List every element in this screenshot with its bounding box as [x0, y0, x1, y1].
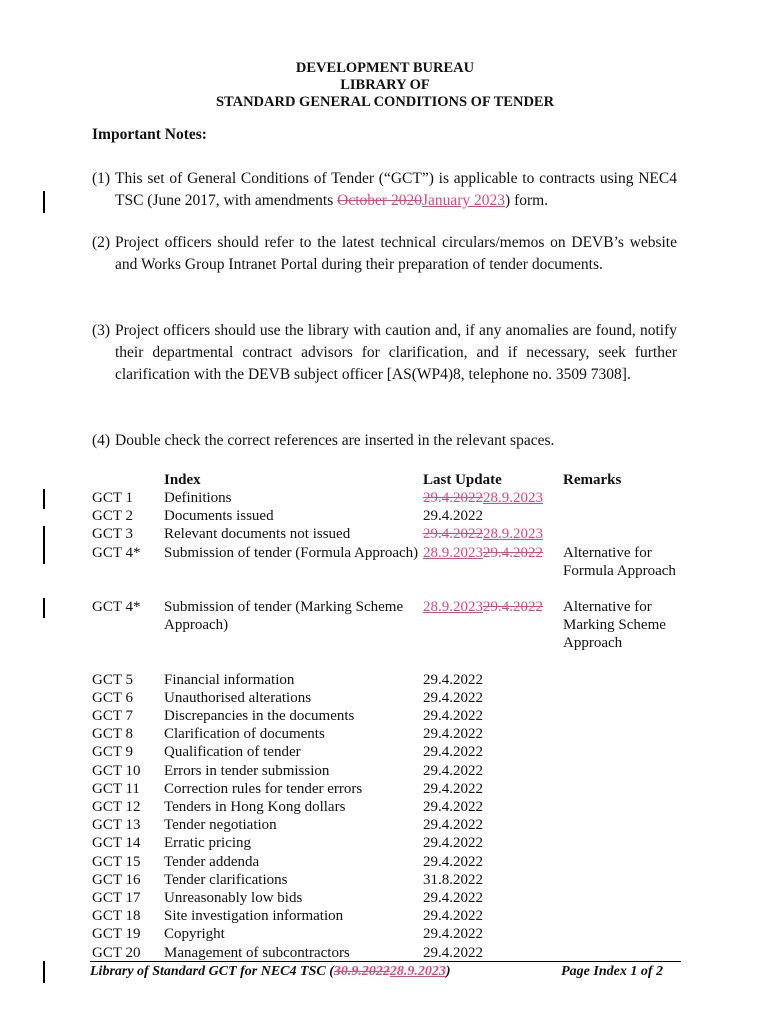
deleted-date: 29.4.2022	[423, 490, 483, 506]
table-row	[90, 853, 683, 871]
footer-inserted-date: 28.9.2023	[389, 964, 446, 979]
gct-date: 31.8.2022	[423, 871, 483, 888]
gct-index-table	[90, 471, 683, 962]
gct-date: 29.4.2022	[423, 671, 483, 688]
gct-date: 29.4.2022	[423, 944, 483, 961]
gct-date: 29.4.2022	[423, 762, 483, 779]
change-bar	[43, 489, 45, 509]
gct-title: Management of subcontractors	[164, 944, 350, 961]
gct-title: Site investigation information	[164, 908, 344, 925]
gct-date: 29.4.2022	[423, 835, 483, 852]
gct-title: Submission of tender (Formula Approach)	[164, 544, 419, 561]
gct-code: GCT 14	[92, 835, 141, 852]
gct-code: GCT 6	[92, 689, 133, 706]
note-3	[92, 320, 677, 386]
gct-code: GCT 19	[92, 926, 141, 943]
inserted-date: 28.9.2023	[423, 599, 483, 616]
table-row	[90, 671, 683, 689]
gct-title: Tender clarifications	[164, 871, 288, 888]
gct-code: GCT 4*	[92, 599, 141, 616]
gct-code: GCT 12	[92, 799, 141, 816]
gct-date: 29.4.2022	[423, 890, 483, 907]
note-4-number: (4)	[92, 432, 111, 449]
note-4-text: Double check the correct references are inserted in the relevant spaces.	[115, 432, 555, 449]
gct-code: GCT 17	[92, 890, 141, 907]
gct-title: Errors in tender submission	[164, 762, 330, 779]
inserted-date: 28.9.2023	[423, 544, 483, 561]
note-1-number: (1)	[92, 170, 111, 187]
gct-code: GCT 18	[92, 908, 141, 925]
header-last-update: Last Update	[423, 472, 502, 488]
gct-title: Clarification of documents	[164, 726, 325, 743]
gct-title: Tenders in Hong Kong dollars	[164, 799, 346, 816]
gct-date: 29.4.2022	[423, 508, 483, 525]
note-1-inserted: January 2023	[421, 192, 506, 209]
gct-title: Discrepancies in the documents	[164, 708, 355, 725]
gct-title: Unauthorised alterations	[164, 689, 312, 706]
gct-date: 29.4.2022	[423, 926, 483, 943]
gct-title: Definitions	[164, 490, 232, 506]
table-header-row	[90, 471, 683, 489]
gct-code: GCT 20	[92, 944, 141, 961]
table-row	[90, 725, 683, 743]
gct-date	[421, 598, 561, 653]
change-bar	[43, 544, 45, 564]
deleted-date: 29.4.2022	[483, 544, 543, 561]
table-row	[90, 798, 683, 816]
change-bar	[43, 191, 45, 213]
gct-date	[421, 544, 561, 580]
table-row	[90, 544, 683, 580]
table-row	[90, 834, 683, 852]
gct-code: GCT 10	[92, 762, 141, 779]
footer-library-title: Library of Standard GCT for NEC4 TSC (30.9.202228.9.2023)	[90, 964, 451, 979]
gct-code: GCT 16	[92, 871, 141, 888]
note-4	[92, 430, 677, 452]
gct-code: GCT 13	[92, 817, 141, 834]
gct-code: GCT 15	[92, 853, 141, 870]
gct-date: 29.4.2022	[423, 908, 483, 925]
inserted-date: 28.9.2023	[483, 490, 543, 506]
gct-date	[421, 489, 561, 507]
note-3-number: (3)	[92, 322, 111, 339]
footer-deleted-date: 30.9.2022	[333, 964, 390, 979]
gct-date: 29.4.2022	[423, 799, 483, 816]
table-row	[90, 944, 683, 962]
note-2	[92, 232, 677, 276]
header-line-3: STANDARD GENERAL CONDITIONS OF TENDER	[215, 94, 555, 110]
table-row	[90, 489, 683, 507]
header-remarks: Remarks	[563, 472, 622, 488]
note-1-deleted: October 2020	[337, 192, 422, 209]
note-2-number: (2)	[92, 234, 111, 251]
gct-code: GCT 7	[92, 708, 133, 725]
gct-code: GCT 2	[92, 508, 133, 525]
gct-title: Unreasonably low bids	[164, 890, 303, 907]
gct-date: 29.4.2022	[423, 744, 483, 761]
gct-title: Financial information	[164, 671, 295, 688]
gct-code: GCT 8	[92, 726, 133, 743]
note-1-text: This set of General Conditions of Tender (“GCT”) is applicable to contracts using NEC4 TSC (June 2017, with amendments October 2020January 2023) form.	[115, 170, 677, 209]
gct-date: 29.4.2022	[423, 853, 483, 870]
gct-code: GCT 9	[92, 744, 133, 761]
table-row	[90, 762, 683, 780]
gct-title: Tender negotiation	[164, 817, 277, 834]
gct-code: GCT 5	[92, 671, 133, 688]
change-bar	[43, 961, 45, 983]
gct-title: Relevant documents not issued	[164, 526, 351, 543]
table-row	[90, 871, 683, 889]
gct-remarks: Alternative for Marking Scheme Approach	[563, 599, 666, 652]
footer-divider	[90, 961, 681, 962]
table-row	[90, 816, 683, 834]
note-1	[92, 168, 677, 212]
gct-code: GCT 4*	[92, 544, 141, 561]
gct-title: Erratic pricing	[164, 835, 252, 852]
notes-title: Important Notes:	[92, 126, 207, 143]
gct-title: Qualification of tender	[164, 744, 301, 761]
gct-date: 29.4.2022	[423, 708, 483, 725]
gct-date: 29.4.2022	[423, 689, 483, 706]
deleted-date: 29.4.2022	[483, 599, 543, 616]
note-3-text: Project officers should use the library with caution and, if any anomalies are found, notify their departmental contract advisors for clarification, and if necessary, seek further clarification with the DEVB subject officer [AS(WP4)8, telephone no. 3509 7308].	[115, 322, 677, 383]
note-2-text: Project officers should refer to the latest technical circulars/memos on DEVB’s website and Works Group Intranet Portal during their preparation of tender documents.	[115, 234, 677, 273]
gct-date: 29.4.2022	[423, 726, 483, 743]
table-row	[90, 925, 683, 943]
gct-title: Documents issued	[164, 508, 274, 525]
deleted-date: 29.4.2022	[423, 526, 483, 543]
change-bar	[43, 598, 45, 618]
header-line-1: DEVELOPMENT BUREAU	[295, 60, 475, 76]
header-line-2: LIBRARY OF	[340, 77, 430, 93]
gct-date: 29.4.2022	[423, 817, 483, 834]
table-row	[90, 707, 683, 725]
document-header	[0, 60, 770, 111]
footer-page-index: Page Index 1 of 2	[561, 964, 663, 979]
gct-title: Tender addenda	[164, 853, 260, 870]
table-row	[90, 743, 683, 761]
gct-code: GCT 11	[92, 780, 140, 797]
gct-title: Correction rules for tender errors	[164, 780, 363, 797]
gct-code: GCT 3	[92, 526, 133, 543]
gct-title: Copyright	[164, 926, 225, 943]
gct-remarks: Alternative for Formula Approach	[563, 544, 676, 579]
table-row	[90, 598, 683, 653]
header-index: Index	[164, 472, 201, 488]
table-row	[90, 525, 683, 543]
gct-date	[421, 525, 561, 543]
table-row	[90, 889, 683, 907]
gct-title: Submission of tender (Marking Scheme Approach)	[164, 599, 404, 634]
table-row	[90, 689, 683, 707]
inserted-date: 28.9.2023	[483, 526, 543, 543]
table-row	[90, 780, 683, 798]
change-bar	[43, 526, 45, 546]
gct-date: 29.4.2022	[423, 780, 483, 797]
table-row	[90, 507, 683, 525]
gct-code: GCT 1	[92, 490, 133, 506]
table-row	[90, 907, 683, 925]
